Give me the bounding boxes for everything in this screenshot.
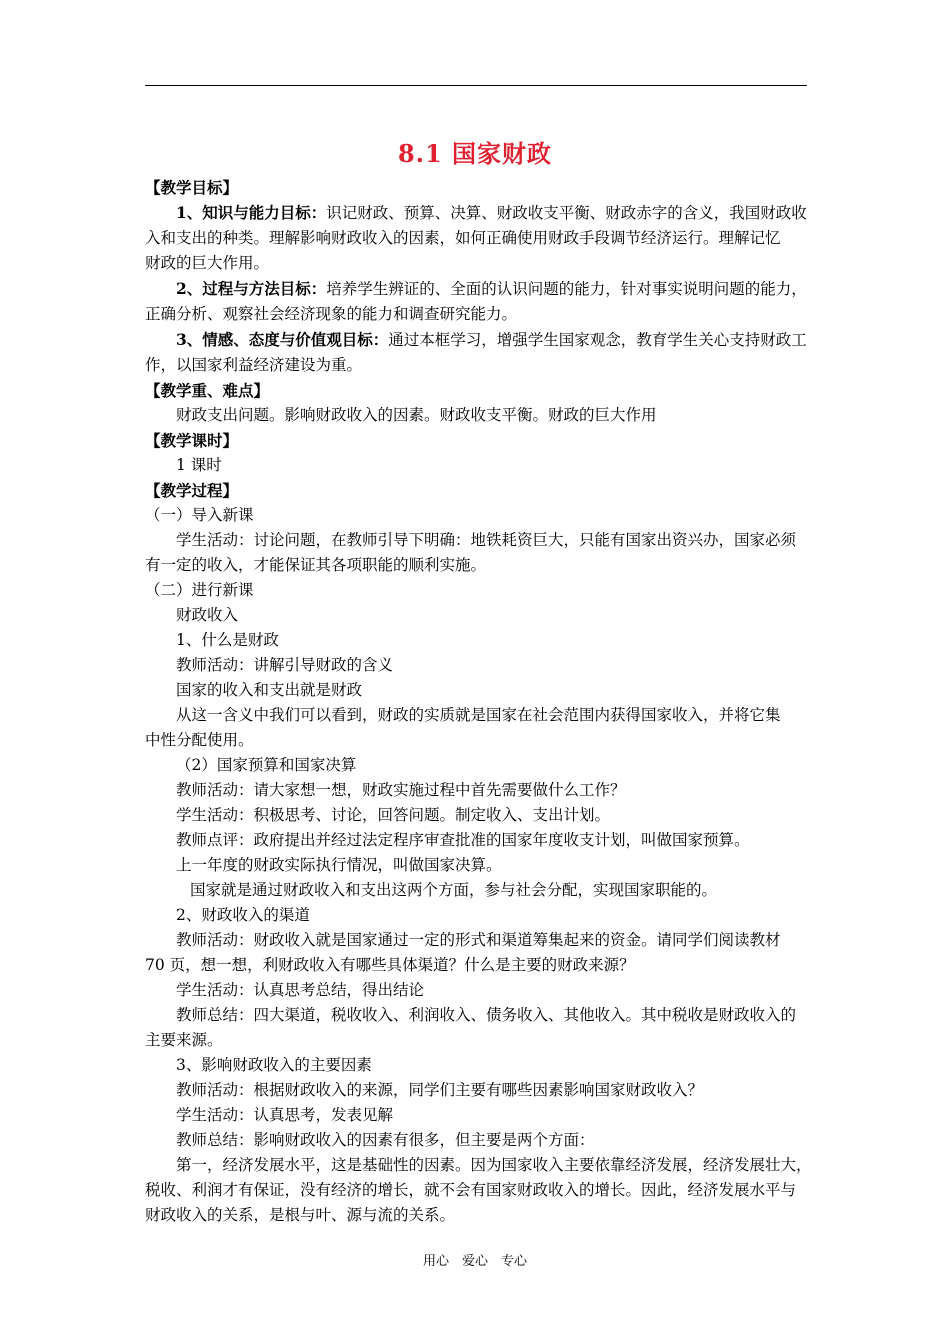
process-line: 税收、利润才有保证，没有经济的增长，就不会有国家财政收入的增长。因此，经济发展水平与 xyxy=(145,1181,797,1199)
goal-1-label: 1、知识与能力目标： xyxy=(176,203,327,222)
goal-2-text: 培养学生辨证的、全面的认识问题的能力，针对事实说明问题的能力， xyxy=(326,280,807,298)
process-line: 学生活动：认真思考总结，得出结论 xyxy=(176,981,425,999)
goal-1-text: 识记财政、预算、决算、财政收支平衡、财政赤字的含义，我国财政收 xyxy=(326,204,807,222)
goal-2-text-cont: 正确分析、观察社会经济现象的能力和调查研究能力。 xyxy=(145,305,518,323)
process-line: 财政收入 xyxy=(176,606,239,624)
process-line: 3、影响财政收入的主要因素 xyxy=(176,1056,372,1074)
header-rule xyxy=(145,85,807,86)
document-body xyxy=(145,175,827,1228)
process-line: 从这一含义中我们可以看到，财政的实质就是国家在社会范围内获得国家收入，并将它集 xyxy=(176,706,781,724)
page-footer: 用心 爱心 专心 xyxy=(422,1254,527,1269)
process-line: 主要来源。 xyxy=(145,1031,223,1049)
process-line: 国家的收入和支出就是财政 xyxy=(176,681,363,699)
process-line: 第一，经济发展水平，这是基础性的因素。因为国家收入主要依靠经济发展，经济发展壮大， xyxy=(176,1156,812,1174)
goal-1-line xyxy=(145,200,827,226)
process-line: 学生活动：积极思考、讨论，回答问题。制定收入、支出计划。 xyxy=(176,806,611,824)
process-line: 教师活动：根据财政收入的来源，同学们主要有哪些因素影响国家财政收入？ xyxy=(176,1081,704,1099)
process-line: 财政收入的关系，是根与叶、源与流的关系。 xyxy=(145,1206,456,1224)
goal-2-line xyxy=(145,276,827,302)
key-points-text: 财政支出问题。影响财政收入的因素。财政收支平衡。财政的巨大作用 xyxy=(176,406,657,424)
process-line: 国家就是通过财政收入和支出这两个方面，参与社会分配，实现国家职能的。 xyxy=(190,881,718,899)
goal-3-text: 通过本框学习，增强学生国家观念，教育学生关心支持财政工 xyxy=(388,331,807,349)
process-line: 有一定的收入，才能保证其各项职能的顺利实施。 xyxy=(145,556,487,574)
goal-3-text-cont: 作，以国家利益经济建设为重。 xyxy=(145,356,363,374)
document-title: 8.1 国家财政 xyxy=(397,139,553,168)
process-line: （二）进行新课 xyxy=(145,581,254,599)
process-line: 教师点评：政府提出并经过法定程序审查批准的国家年度收支计划，叫做国家预算。 xyxy=(176,831,750,849)
goal-3-line xyxy=(145,327,827,353)
process-line: 教师活动：请大家想一想，财政实施过程中首先需要做什么工作？ xyxy=(176,781,626,799)
section-heading-hours: 【教学课时】 xyxy=(145,431,239,450)
process-line: （一）导入新课 xyxy=(145,506,254,524)
process-line: 70 页，想一想，利财政收入有哪些具体渠道？什么是主要的财政来源？ xyxy=(145,956,635,974)
process-line: 学生活动：认真思考，发表见解 xyxy=(176,1106,394,1124)
section-heading-goals: 【教学目标】 xyxy=(145,178,239,197)
goal-2-label: 2、过程与方法目标： xyxy=(176,279,327,298)
process-line: 教师总结：四大渠道，税收收入、利润收入、债务收入、其他收入。其中税收是财政收入的 xyxy=(176,1006,797,1024)
process-line: 教师活动：讲解引导财政的含义 xyxy=(176,656,394,674)
goal-3-label: 3、情感、态度与价值观目标： xyxy=(176,330,389,349)
goal-1-text-end: 财政的巨大作用。 xyxy=(145,254,270,272)
process-line: 1、什么是财政 xyxy=(176,631,279,649)
goal-1-text-cont: 入和支出的种类。理解影响财政收入的因素，如何正确使用财政手段调节经济运行。理解记忆 xyxy=(145,229,781,247)
section-heading-key-points: 【教学重、难点】 xyxy=(145,381,270,400)
process-line: 教师活动：财政收入就是国家通过一定的形式和渠道筹集起来的资金。请同学们阅读教材 xyxy=(176,931,781,949)
process-line: 学生活动：讨论问题，在教师引导下明确：地铁耗资巨大，只能有国家出资兴办，国家必须 xyxy=(176,531,797,549)
process-line: 2、财政收入的渠道 xyxy=(176,906,310,924)
section-heading-process: 【教学过程】 xyxy=(145,481,239,500)
process-line: 中性分配使用。 xyxy=(145,731,254,749)
process-line: （2）国家预算和国家决算 xyxy=(176,756,357,774)
process-line: 教师总结：影响财政收入的因素有很多，但主要是两个方面： xyxy=(176,1131,595,1149)
hours-text: 1 课时 xyxy=(176,456,222,474)
process-line: 上一年度的财政实际执行情况，叫做国家决算。 xyxy=(176,856,502,874)
